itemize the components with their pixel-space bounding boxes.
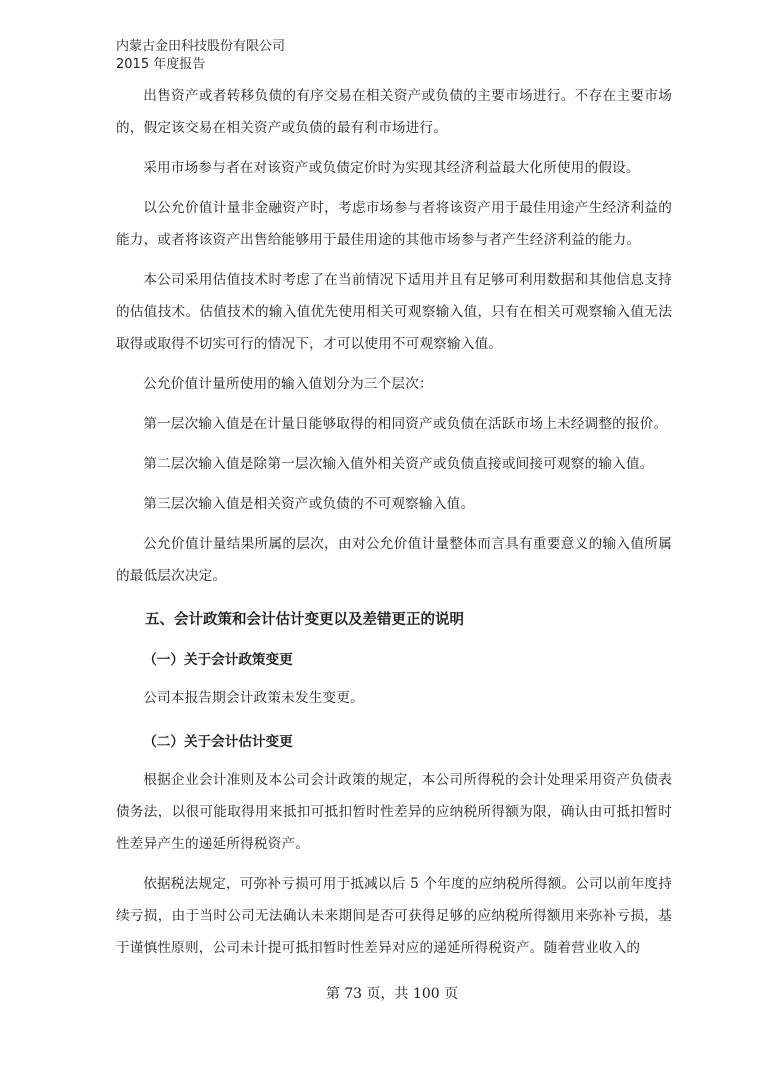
report-title: 2015 年度报告: [116, 57, 206, 72]
paragraph-non-financial-assets: 以公允价值计量非金融资产时，考虑市场参与者将该资产用于最佳用途产生经济利益的能力，或者将该资产出售给能够用于最佳用途的其他市场参与者产生经济利益的能力。: [116, 200, 672, 248]
paragraph-input-levels-intro: 公允价值计量所使用的输入值划分为三个层次：: [143, 376, 433, 392]
section-heading-policy-changes: 五、会计政策和会计估计变更以及差错更正的说明: [145, 612, 464, 628]
paragraph-income-tax-method: 根据企业会计准则及本公司会计政策的规定，本公司所得税的会计处理采用资产负债表债务法，以很可能取得用来抵扣可抵扣暂时性差异的应纳税所得额为限，确认由可抵扣暂时性差异产生的递延所得税资产。: [116, 772, 672, 852]
paragraph-orderly-transaction: 出售资产或者转移负债的有序交易在相关资产或负债的主要市场进行。不存在主要市场的，假定该交易在相关资产或负债的最有利市场进行。: [116, 88, 672, 136]
paragraph-level-2: 第二层次输入值是除第一层次输入值外相关资产或负债直接或间接可观察的输入值。: [143, 456, 654, 472]
subheading-policy-change: （一）关于会计政策变更: [143, 652, 293, 668]
paragraph-market-participant-assumption: 采用市场参与者在对该资产或负债定价时为实现其经济利益最大化所使用的假设。: [143, 160, 640, 176]
paragraph-tax-loss-carryforward: 依据税法规定，可弥补亏损可用于抵减以后 5 个年度的应纳税所得额。公司以前年度持续亏损，由于当时公司无法确认未来期间是否可获得足够的应纳税所得额用来弥补亏损，基于谨慎性原则，公司未计提可抵扣暂时性差异对应的递延所得税资产。随着营业收入的: [116, 876, 672, 956]
paragraph-level-1: 第一层次输入值是在计量日能够取得的相同资产或负债在活跃市场上未经调整的报价。: [143, 416, 668, 432]
document-body: [116, 80, 672, 972]
paragraph-no-policy-change: 公司本报告期会计政策未发生变更。: [143, 690, 364, 706]
page-header: [116, 38, 285, 74]
paragraph-level-determination: 公允价值计量结果所属的层次，由对公允价值计量整体而言具有重要意义的输入值所属的最低层次决定。: [116, 536, 672, 584]
subheading-estimate-change: （二）关于会计估计变更: [143, 734, 293, 750]
paragraph-valuation-technique: 本公司采用估值技术时考虑了在当前情况下适用并且有足够可利用数据和其他信息支持的估值技术。估值技术的输入值优先使用相关可观察输入值，只有在相关可观察输入值无法取得或取得不切实可行的情况下，才可以使用不可观察输入值。: [116, 272, 672, 352]
paragraph-level-3: 第三层次输入值是相关资产或负债的不可观察输入值。: [143, 496, 475, 512]
company-name: 内蒙古金田科技股份有限公司: [116, 39, 286, 54]
page-footer: [0, 984, 784, 1004]
page-number: 第 73 页，共 100 页: [325, 986, 459, 1002]
